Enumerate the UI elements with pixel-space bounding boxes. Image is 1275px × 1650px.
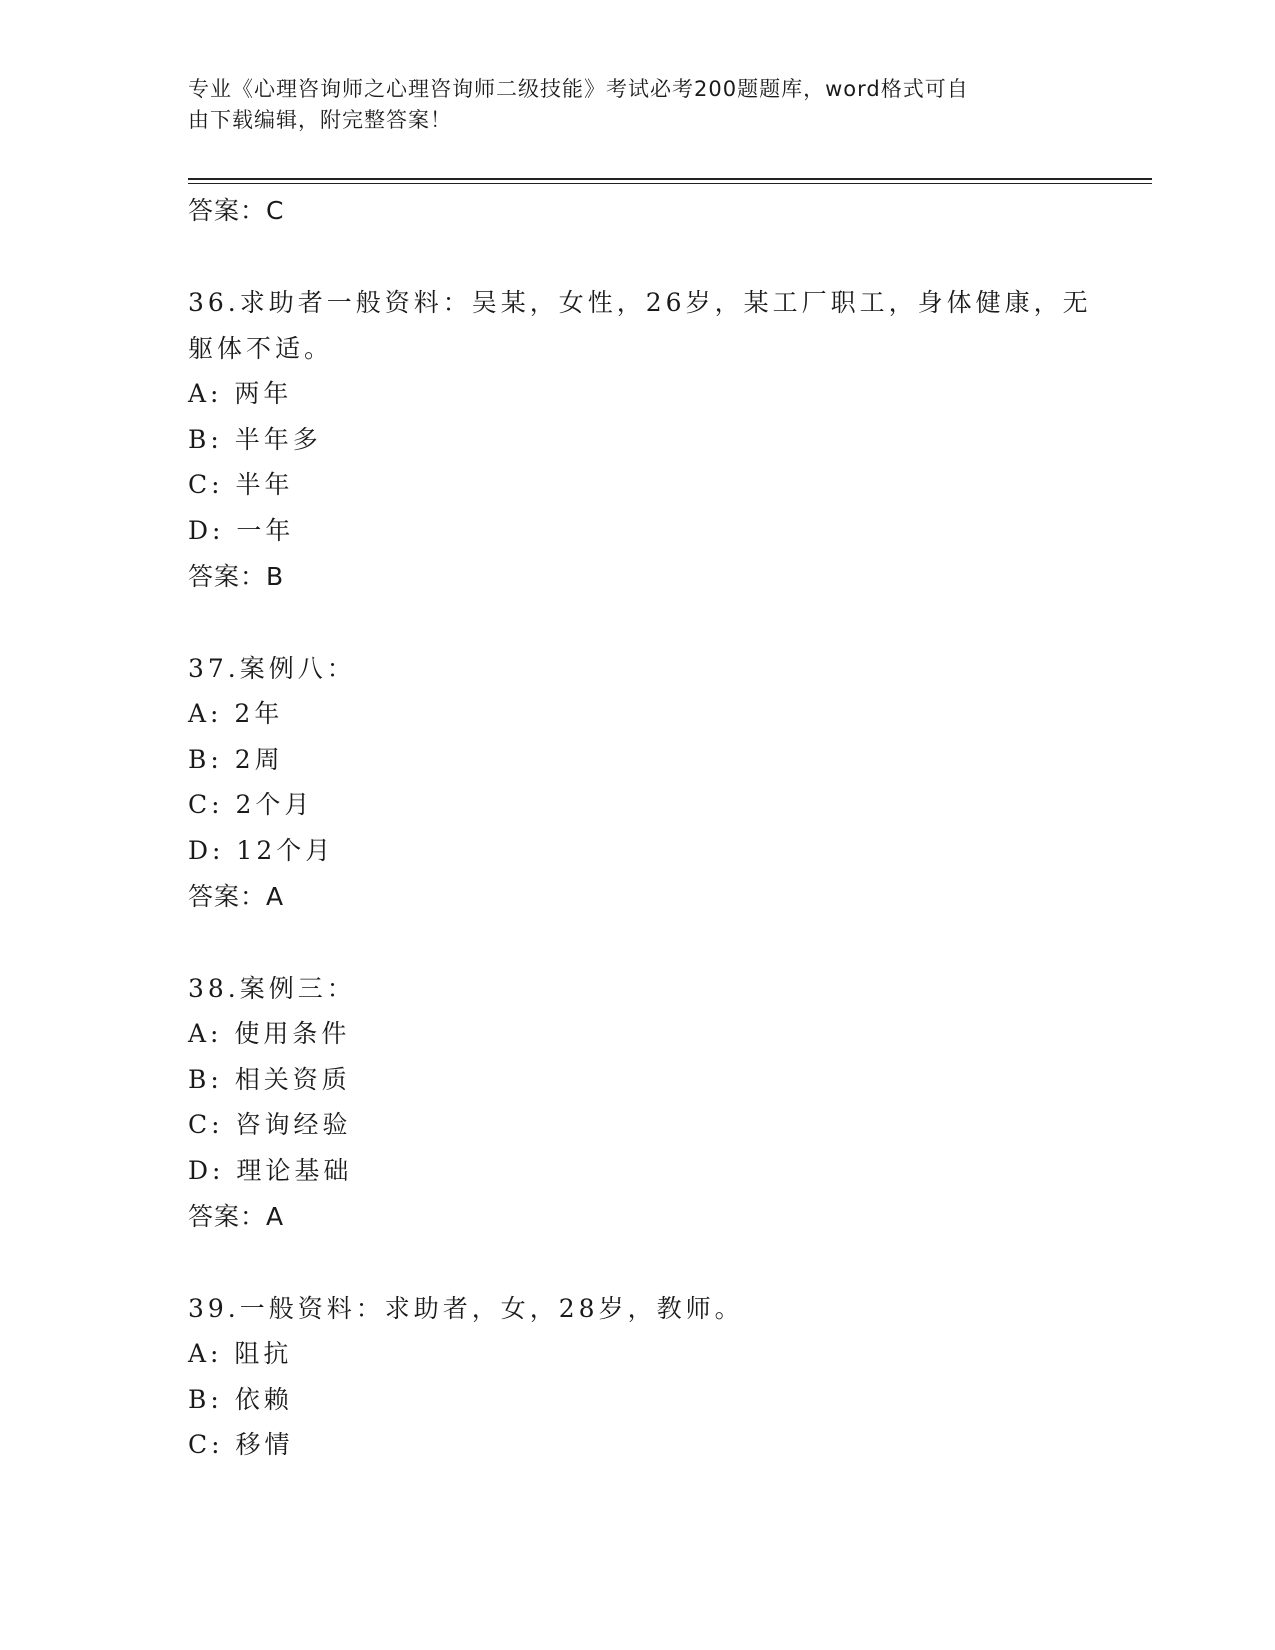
question-36-stem-line-2: 躯体不适。 (188, 333, 334, 363)
question-37-option-b: B: 2周 (188, 744, 284, 774)
question-37-option-d: D: 12个月 (188, 835, 335, 865)
spacer (188, 600, 1118, 646)
question-36 (188, 280, 1118, 600)
spacer (188, 234, 1118, 280)
question-36-option-a: A: 两年 (188, 379, 293, 409)
question-36-option-d: D: 一年 (188, 515, 295, 545)
question-38-option-c: C: 咨询经验 (188, 1110, 352, 1140)
question-39 (188, 1286, 1118, 1468)
spacer (188, 920, 1118, 966)
question-36-answer: 答案：B (188, 561, 285, 591)
question-38-answer: 答案：A (188, 1201, 285, 1231)
question-39-option-c: C: 移情 (188, 1430, 294, 1460)
question-39-option-a: A: 阻抗 (188, 1339, 293, 1369)
header-rule-thick (188, 178, 1152, 180)
question-38-stem: 38.案例三： (188, 973, 356, 1003)
question-37-stem: 37.案例八： (188, 653, 356, 683)
question-36-stem-line-1: 36.求助者一般资料：吴某，女性，26岁，某工厂职工，身体健康，无 (188, 288, 1092, 317)
question-38-option-a: A: 使用条件 (188, 1019, 351, 1049)
spacer (188, 1240, 1118, 1286)
question-38-option-b: B: 相关资质 (188, 1064, 351, 1094)
question-38 (188, 966, 1118, 1240)
question-37-option-a: A: 2年 (188, 699, 284, 729)
question-38-option-d: D: 理论基础 (188, 1155, 353, 1185)
header-rule-thin (188, 183, 1152, 184)
question-37-answer: 答案：A (188, 881, 285, 911)
page-header (188, 74, 1088, 136)
question-36-option-b: B: 半年多 (188, 424, 322, 454)
question-39-stem: 39.一般资料：求助者，女，28岁，教师。 (188, 1293, 744, 1323)
question-39-option-b: B: 依赖 (188, 1384, 293, 1414)
header-line-1: 专业《心理咨询师之心理咨询师二级技能》考试必考200题题库，word格式可自 (188, 77, 969, 101)
document-body (188, 188, 1118, 1468)
question-36-option-c: C: 半年 (188, 470, 294, 500)
answer-previous: 答案：C (188, 196, 285, 225)
header-line-2: 由下载编辑，附完整答案！ (188, 108, 452, 132)
question-37 (188, 646, 1118, 920)
question-37-option-c: C: 2个月 (188, 790, 314, 820)
